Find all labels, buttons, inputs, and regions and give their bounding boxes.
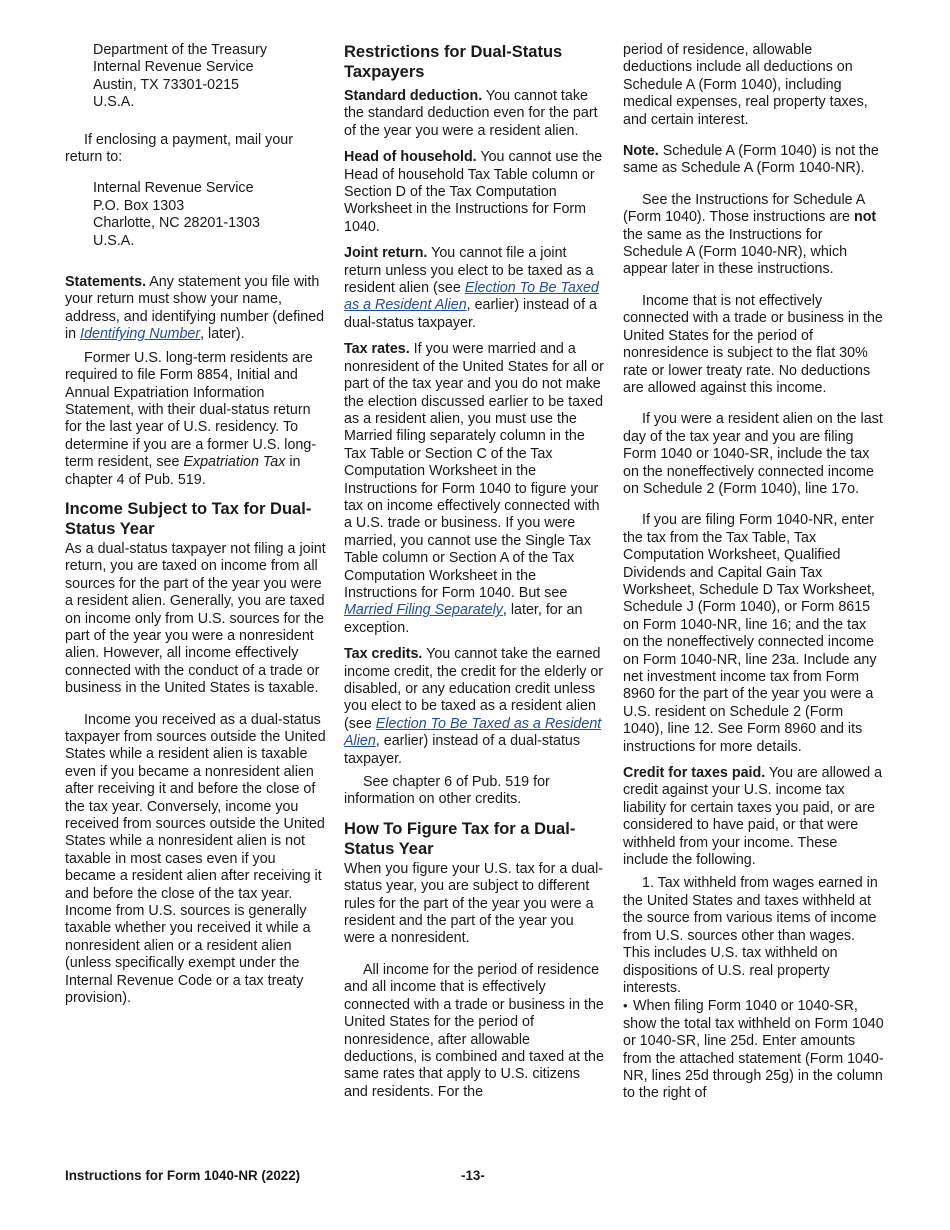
figure-paragraph-1: When you figure your U.S. tax for a dual-status year, you are subject to different rules for the part of the year you were a resident and the part of the year you were a nonresident. bbox=[344, 860, 604, 947]
note-heading: Note. bbox=[623, 143, 659, 160]
tax-credits-paragraph: Tax credits. You cannot take the earned income credit, the credit for the elderly or disabled, or any education credit unless you elect to be taxed as a resident alien (see Election To Be Taxed as a Resident Alien, earlier) instead of a dual-status taxpayer. bbox=[344, 646, 604, 767]
address-line: Austin, TX 73301-0215 bbox=[93, 76, 239, 93]
address-line: Internal Revenue Service bbox=[93, 59, 254, 76]
filing-1040nr-paragraph: If you are filing Form 1040-NR, enter the tax from the Tax Table, Tax Computation Worksheet, Qualified Dividends and Capital Gain Tax Worksheet, Schedule D Tax Worksheet, Schedule J (Form 1040), or Form 8615 on Form 1040-NR, line 16; and the tax on the noneffectively connected income on Form 1040-NR, line 23a. Include any net investment income tax from Form 8960 for the part of the year you were a U.S. resident on Schedule 2 (Form 1040), line 12. See Form 8960 and its instructions for more details. bbox=[623, 512, 877, 755]
standard-deduction-heading: Standard deduction. bbox=[344, 88, 483, 104]
not-effectively-connected-paragraph: Income that is not effectively connected with a trade or business in the United States for the period of nonresidence is subject to the flat 30% rate or lower treaty rate. No deductions are allowed against this income. bbox=[623, 292, 883, 396]
not-emphasis: not bbox=[853, 209, 877, 226]
numbered-item-1: 1. Tax withheld from wages earned in the United States and taxes withheld at the source from various items of income from U.S. sources other than wages. This includes U.S. tax withheld on dispositions of U.S. real property interests. bbox=[623, 875, 878, 996]
credit-taxes-paid-paragraph: Credit for taxes paid. You are allowed a credit against your U.S. income tax liability for certain taxes you paid, or are considered to have paid, or that were withheld from your income. These include the following. bbox=[623, 765, 883, 869]
tax-rates-heading: Tax rates. bbox=[344, 341, 410, 358]
restrictions-heading: Restrictions for Dual-Status Taxpayers bbox=[344, 43, 563, 81]
how-to-figure-heading: How To Figure Tax for a Dual-Status Year bbox=[344, 819, 576, 858]
address-line: Internal Revenue Service bbox=[93, 180, 254, 197]
note-paragraph: Note. Schedule A (Form 1040) is not the same as Schedule A (Form 1040-NR). bbox=[623, 143, 879, 177]
expatriation-tax-reference: Expatriation Tax bbox=[183, 454, 286, 471]
mailing-address-charlotte bbox=[65, 180, 327, 250]
income-paragraph-2: Income you received as a dual-status taxpayer from sources outside the United States while a resident alien is taxable even if you became a nonresident alien after receiving it and before the close of the tax year. Conversely, income you received from sources outside the United States while a nonresident alien is not taxable in most cases even if you became a resident alien after receiving it and before the close of the tax year. Income from U.S. sources is generally taxable whether you received it while a nonresident alien or a resident alien (unless specifically exempt under the Internal Revenue Code or a tax treaty provision). bbox=[65, 711, 326, 1007]
mailing-address-austin bbox=[65, 42, 327, 112]
bullet-icon: • bbox=[623, 998, 628, 1014]
election-resident-alien-link[interactable]: Election To Be Taxed as a Resident Alien bbox=[344, 280, 599, 314]
column-left bbox=[65, 42, 327, 1008]
address-line: Charlotte, NC 28201-1303 bbox=[93, 215, 260, 232]
column-right bbox=[623, 42, 885, 1103]
other-credits-paragraph: See chapter 6 of Pub. 519 for information on other credits. bbox=[344, 774, 550, 808]
standard-deduction-paragraph: Standard deduction. You cannot take the standard deduction even for the part of the year you were a resident alien. bbox=[344, 88, 598, 139]
identifying-number-link[interactable]: Identifying Number bbox=[80, 326, 201, 343]
resident-last-day-paragraph: If you were a resident alien on the last day of the tax year and you are filing Form 1040 or 1040-SR, include the tax on the noneffectively connected income on Schedule 2 (Form 1040), line 17o. bbox=[623, 411, 883, 497]
page-number: -13- bbox=[461, 1168, 485, 1183]
joint-return-paragraph: Joint return. You cannot file a joint return unless you elect to be taxed as a resident alien (see Election To Be Taxed as a Resident Alien, earlier) instead of a dual-status taxpayer. bbox=[344, 245, 599, 331]
married-filing-separately-link[interactable]: Married Filing Separately bbox=[344, 602, 503, 619]
address-line: U.S.A. bbox=[93, 94, 135, 111]
joint-return-heading: Joint return. bbox=[344, 245, 428, 262]
former-residents-paragraph: Former U.S. long-term residents are required to file Form 8854, Initial and Annual Expatriation Information Statement, with their dual-status return for the last year of U.S. residency. To determine if you are a former U.S. long-term resident, see Expatriation Tax in chapter 4 of Pub. 519. bbox=[65, 349, 317, 488]
head-of-household-heading: Head of household. bbox=[344, 149, 477, 166]
address-line: P.O. Box 1303 bbox=[93, 197, 185, 214]
column-middle bbox=[344, 42, 606, 1101]
schedule-a-instructions-paragraph: See the Instructions for Schedule A (Form 1040). Those instructions are not the same as the Instructions for Schedule A (Form 1040-NR), which appear later in these instructions. bbox=[623, 191, 877, 278]
head-of-household-paragraph: Head of household. You cannot use the Head of household Tax Table column or Section D of the Tax Computation Worksheet in the Instructions for Form 1040. bbox=[344, 149, 603, 235]
statements-heading: Statements. bbox=[65, 274, 147, 291]
credit-taxes-paid-heading: Credit for taxes paid. bbox=[623, 765, 766, 782]
address-line: Department of the Treasury bbox=[93, 42, 268, 58]
income-subject-heading: Income Subject to Tax for Dual-Status Year bbox=[65, 499, 312, 538]
statements-text: Any statement you file with your return must show your name, address, and identifying number (defined in bbox=[65, 274, 325, 343]
figure-paragraph-2: All income for the period of residence and all income that is effectively connected with a trade or business in the United States for the period of nonresidence, after allowable deductions, is combined and taxed at the same rates that apply to U.S. citizens and residents. For the bbox=[344, 961, 604, 1100]
income-paragraph-1: As a dual-status taxpayer not filing a joint return, you are taxed on income from all sources for the part of the year you were a resident alien. Generally, you are taxed on income only from U.S. sources for the part of the year you were a nonresident alien. However, all income effectively connected with the conduct of a trade or business in the United States is taxable. bbox=[65, 540, 326, 697]
address-line: U.S.A. bbox=[93, 232, 135, 249]
election-resident-alien-link[interactable]: Election To Be Taxed as a Resident Alien bbox=[344, 715, 602, 750]
tax-rates-paragraph: Tax rates. If you were married and a nonresident of the United States for all or part of the tax year and you do not make the election discussed earlier to be taxed as a resident alien, you must use the Married filing separately column in the Tax Table or Section C of the Tax Computation Worksheet in the Instructions for Form 1040 to figure your tax on income effectively connected with a U.S. trade or business. If you were married, you cannot use the Single Tax Table column or Section A of the Tax Computation Worksheet in the Instructions for Form 1040. But see Married Filing Separately, later, for an exception. bbox=[344, 341, 604, 636]
tax-credits-heading: Tax credits. bbox=[344, 646, 423, 663]
residence-deductions-paragraph: period of residence, allowable deductions include all deductions on Schedule A (Form 1040), including medical expenses, real property taxes, and certain interest. bbox=[623, 42, 868, 128]
payment-mailing-intro: If enclosing a payment, mail your return to: bbox=[65, 131, 293, 166]
bullet-item: • When filing Form 1040 or 1040-SR, show the total tax withheld on Form 1040 or 1040-SR, line 25d. Enter amounts from the attached statement (Form 1040-NR, lines 25d through 25g) in the column to the right of bbox=[623, 998, 884, 1102]
statements-paragraph: Statements. Any statement you file with your return must show your name, address, and identifying number (defined in Identifying Number, later). bbox=[65, 274, 325, 343]
footer-title: Instructions for Form 1040-NR (2022) bbox=[65, 1168, 301, 1183]
